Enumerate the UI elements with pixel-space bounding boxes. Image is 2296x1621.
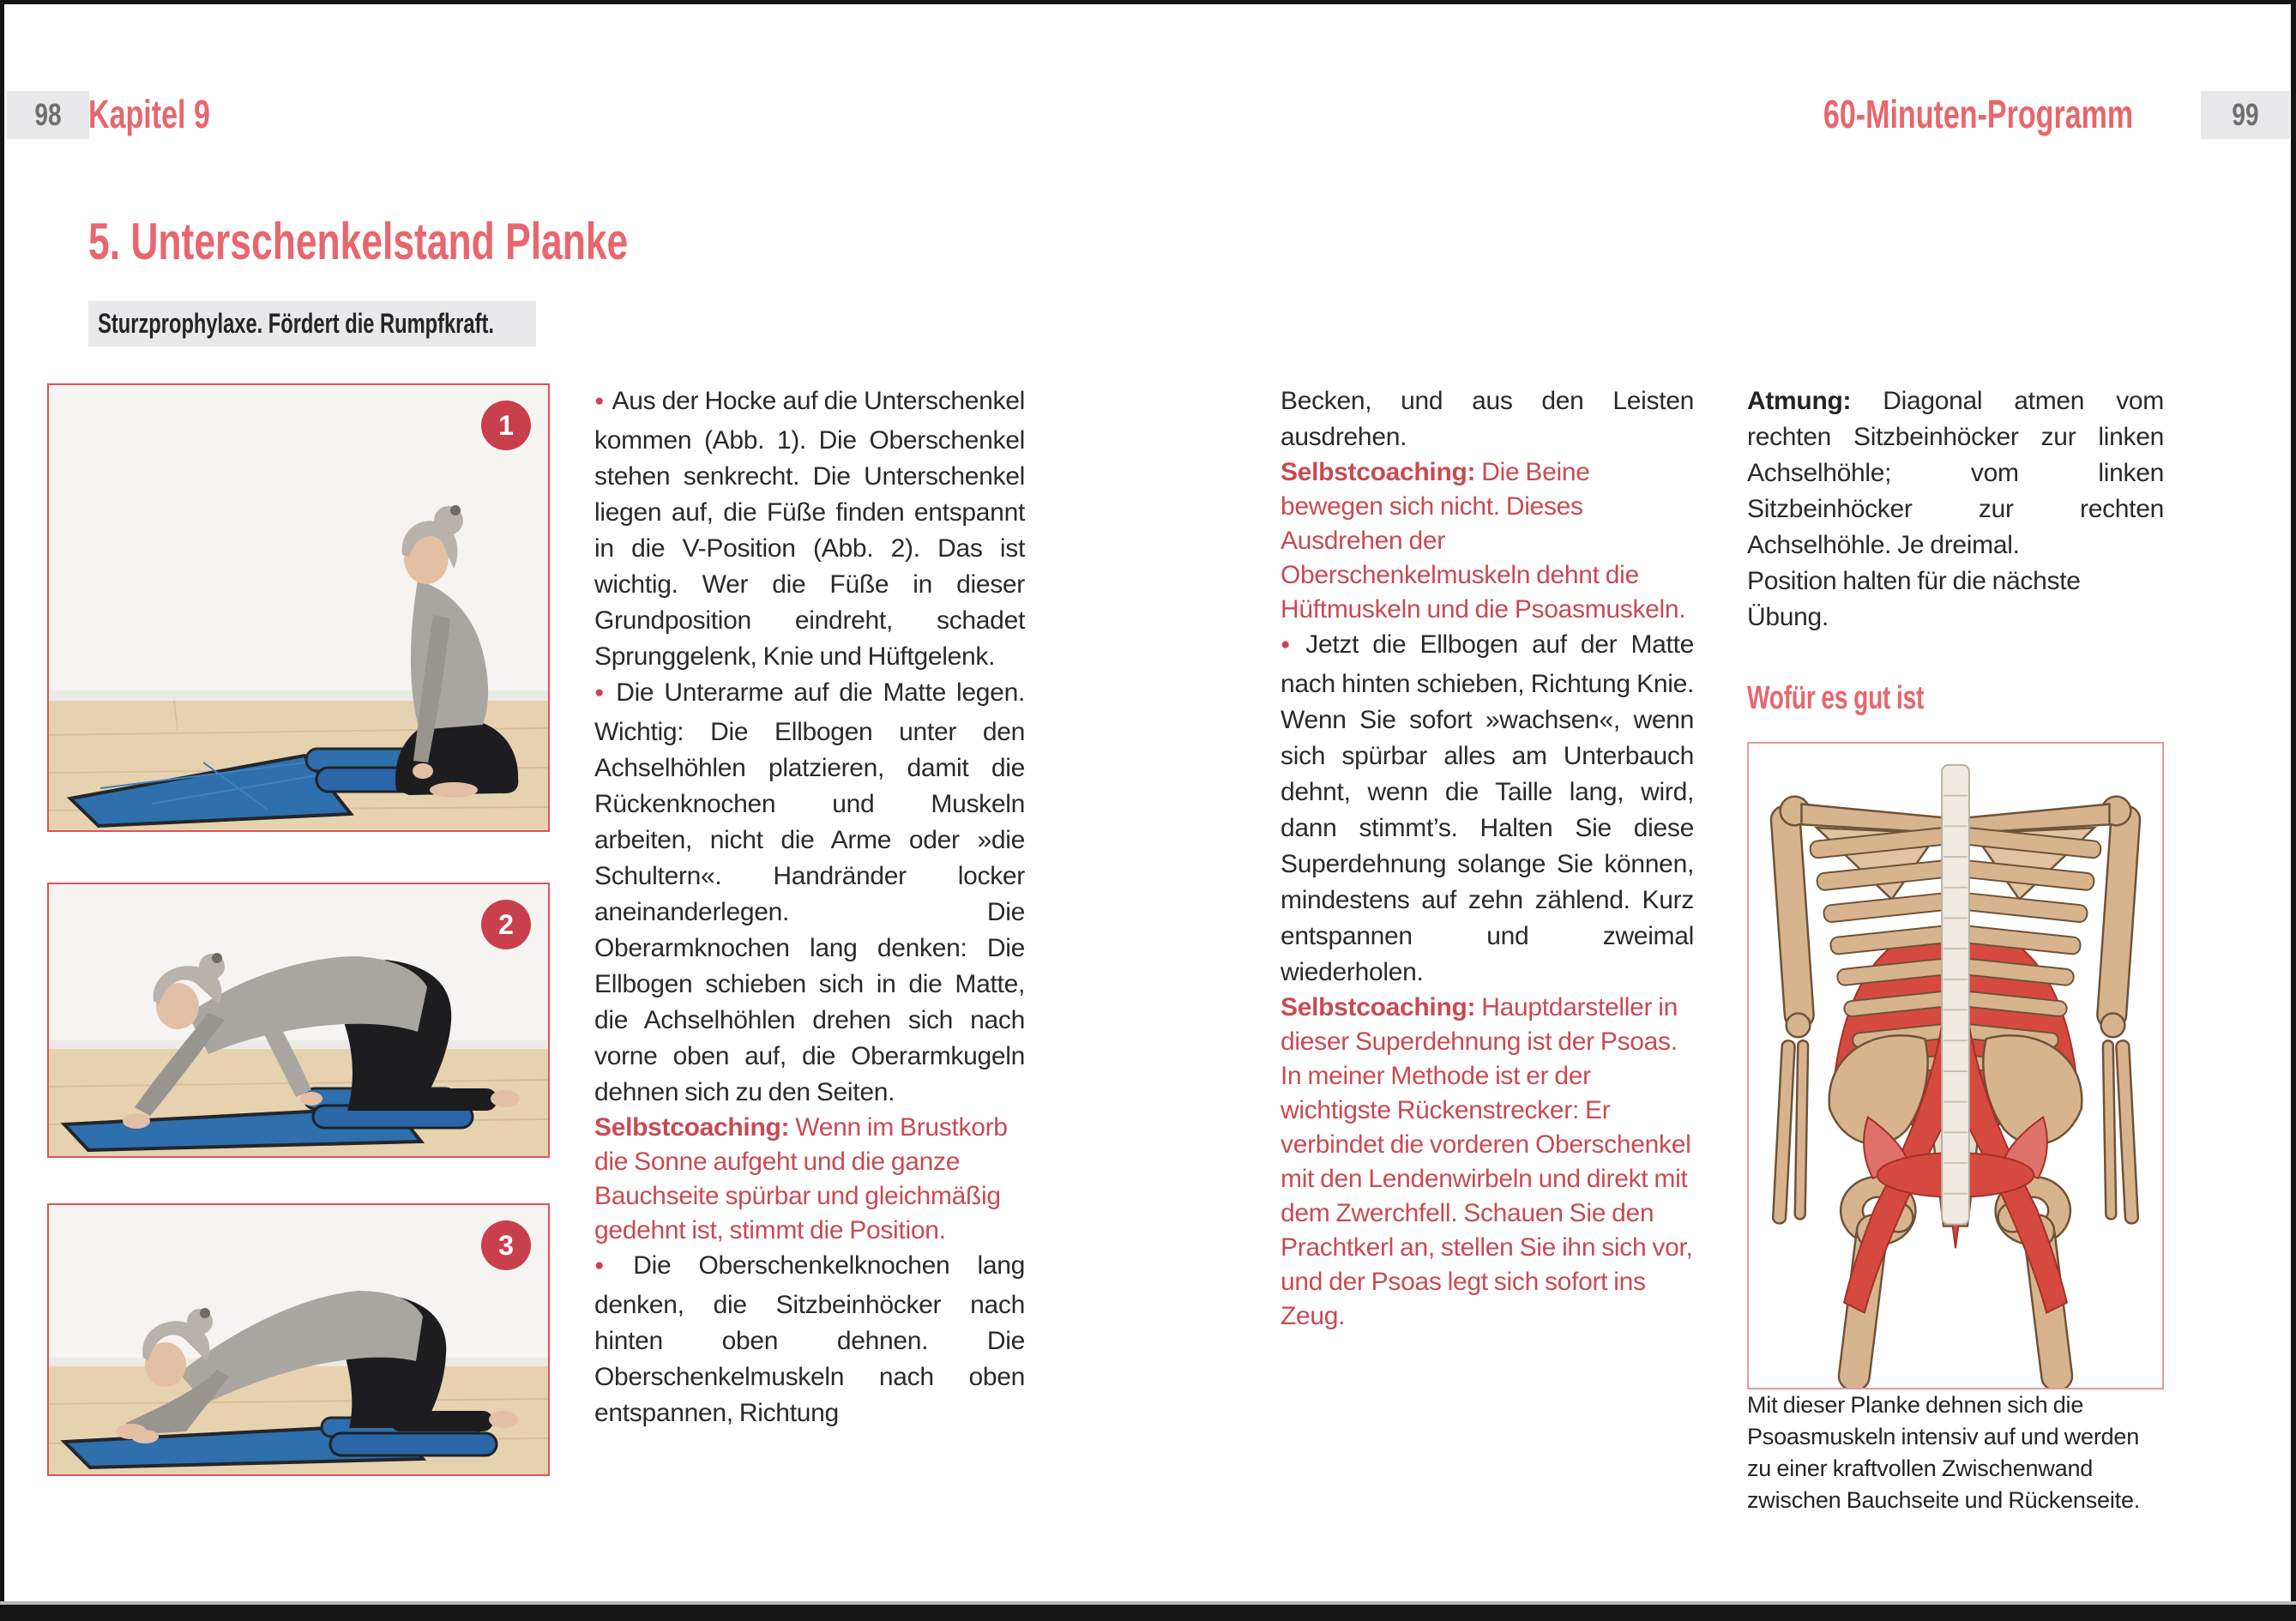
exercise-photo-3 (47, 1203, 550, 1476)
page-number-right: 99 (2232, 97, 2259, 132)
paragraph: Becken, und aus den Leisten ausdrehen. (1281, 387, 1694, 451)
text-column-2 (1281, 383, 1694, 1334)
page-number-left: 98 (34, 97, 62, 132)
chapter-kicker: Kapitel 9 (88, 92, 210, 136)
text-column-1 (594, 383, 1025, 1431)
exercise-subtitle-box (88, 301, 536, 346)
page-number-right-box (2201, 91, 2290, 139)
exercise-photo-1 (47, 383, 550, 832)
text-column-3 (1747, 383, 2164, 1516)
bullet-icon: ● (594, 684, 609, 702)
hold-paragraph: Position halten für die nächste Übung. (1747, 567, 2081, 631)
photo-badge-2: 2 (481, 900, 531, 949)
photo-badge-1: 1 (481, 401, 531, 450)
psoas-skeleton-illustration (1749, 744, 2162, 1388)
page-edge-right (2291, 0, 2296, 1621)
page-edge-left (0, 0, 4, 1621)
paragraph: ● Jetzt die Ellbogen auf der Matte nach hinten schieben, Richtung Knie. Wenn Sie sofort »wachsen«, wenn sich spürbar alles am Unterbauch dehnt, wenn die Taille lang, wird, dann stimmt’s. Halten Sie diese Superdehnung solange Sie können, mindestens auf zehn zählend. Kurz entspannen und zweimal wiederholen. (1281, 630, 1694, 986)
baseboard (49, 1040, 548, 1049)
running-head: 60-Minuten-Programm (1823, 92, 2133, 136)
page-edge-top (0, 0, 2296, 4)
selbstcoaching-block: Selbstcoaching: Hauptdarsteller in dieser Superdehnung ist der Psoas. In meiner Methode ist er der wichtigste Rückenstrecker: Er verbindet die vorderen Oberschenkel mit den Lendenwirbeln und direkt mit dem Zwerchfell. Schauen Sie den Prachtkerl an, stellen Sie ihn sich vor, und der Psoas legt sich sofort ins Zeug. (1281, 993, 1693, 1330)
bullet-icon: ● (594, 1256, 626, 1275)
bullet-icon: ● (594, 392, 605, 410)
paragraph: ● Aus der Hocke auf die Unterschenkel kommen (Abb. 1). Die Oberschenkel stehen senkrecht. Die Unterschenkel liegen auf, die Füße finden entspannt in die V-Position (Abb. 2). Das ist wichtig. Wer die Füße in dieser Grundposition eindreht, schadet Sprunggelenk, Knie und Hüftgelenk. (594, 387, 1026, 671)
paragraph: ● Die Unterarme auf die Matte legen. Wichtig: Die Ellbogen unter den Achselhöhlen platzieren, damit die Rückenknochen und Muskeln arbeiten, nicht die Arme oder »die Schultern«. Handränder locker aneinanderlegen. Die Oberarmknochen lang denken: Die Ellbogen schieben sich in die Matte, die Achselhöhlen drehen sich nach vorne oben auf, die Oberarmkugeln dehnen sich zu den Seiten. (594, 678, 1025, 1106)
selbstcoaching-block: Selbstcoaching: Die Beine bewegen sich nicht. Dieses Ausdrehen der Oberschenkelmuskeln dehnt die Hüftmuskeln und die Psoasmuskeln. (1281, 458, 1686, 624)
page-edge-bottom (0, 1605, 2296, 1621)
exercise-title: 5. Unterschenkelstand Planke (88, 213, 629, 270)
exercise-subtitle: Sturzprophylaxe. Fördert die Rumpfkraft. (98, 308, 494, 339)
psoas-illustration-box (1747, 742, 2164, 1389)
illustration-caption: Mit dieser Planke dehnen sich die Psoasmuskeln intensiv auf und werden zu einer kraftvollen Zwischenwand zwischen Bauchseite und Rückenseite. (1747, 1392, 2141, 1513)
paragraph: ● Die Oberschenkelknochen lang denken, die Sitzbeinhöcker nach hinten oben dehnen. Die Oberschenkelmuskeln nach oben entspannen, Richtung (594, 1251, 1025, 1427)
photo-1-scene (49, 385, 548, 830)
photo-3-scene (49, 1205, 548, 1474)
spine (1942, 765, 1969, 1225)
exercise-photo-2 (47, 883, 550, 1158)
selbstcoaching-block: Selbstcoaching: Wenn im Brustkorb die Sonne aufgeht und die ganze Bauchseite spürbar und gleichmäßig gedehnt ist, stimmt die Position. (594, 1113, 1008, 1244)
photo-badge-3: 3 (481, 1220, 531, 1270)
photo-2-scene (49, 884, 548, 1156)
benefit-heading: Wofür es gut ist (1747, 680, 1925, 716)
bullet-icon: ● (1281, 636, 1299, 654)
page-number-left-box (7, 91, 89, 139)
atmung-paragraph: Atmung: Diagonal atmen vom rechten Sitzbeinhöcker zur linken Achselhöhle; vom linken Sitzbeinhöcker zur rechten Achselhöhle. Je dreimal. (1747, 387, 2164, 559)
